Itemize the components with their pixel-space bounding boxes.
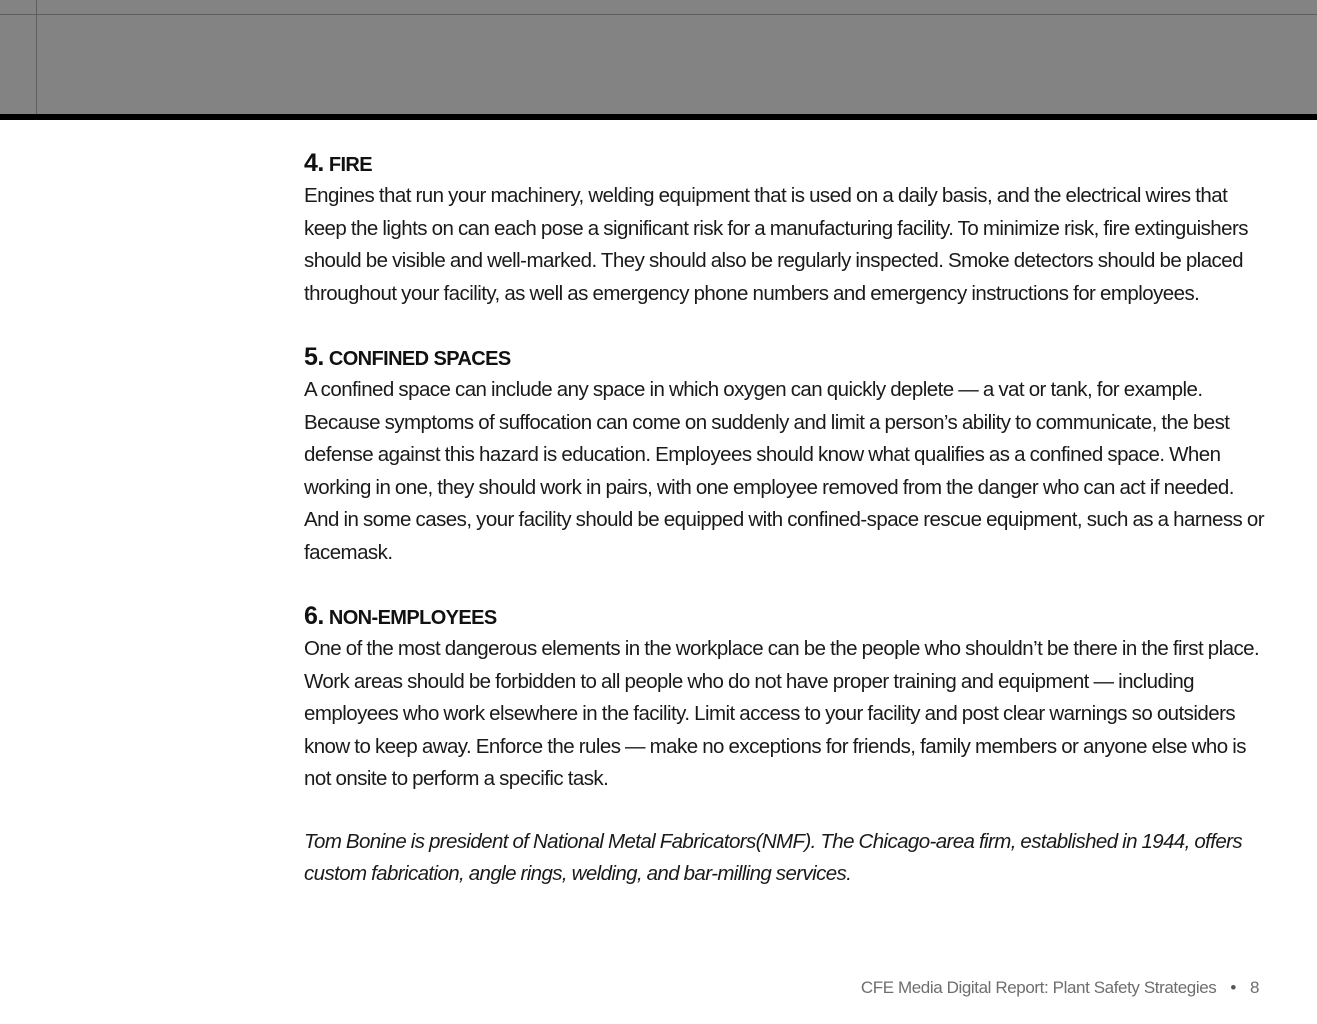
section-non-employees	[304, 599, 1269, 796]
page-number: 8	[1249, 978, 1259, 997]
header-divider-line	[0, 14, 1317, 15]
header-vertical-line	[36, 0, 37, 114]
footer-publication: CFE Media Digital Report: Plant Safety Strategies	[860, 978, 1217, 997]
section-title: NON-EMPLOYEES	[328, 607, 497, 629]
section-heading	[304, 340, 1269, 374]
section-number: 5.	[304, 343, 324, 371]
section-heading	[304, 146, 1269, 180]
section-body: A confined space can include any space in which oxygen can quickly deplete — a vat or tank, for example. Because symptoms of suffocation can come on suddenly and limit a person’s ability to communicate, the best defense against this hazard is education. Employees should know what qualifies as a confined space. When working in one, they should work in pairs, with one employee removed from the danger who can act if needed. And in some cases, your facility should be equipped with confined-space rescue equipment, such as a harness or facemask.	[304, 378, 1265, 564]
article-content	[304, 146, 1269, 891]
page-footer	[861, 978, 1259, 998]
section-fire	[304, 146, 1269, 310]
footer-bullet: •	[1230, 978, 1236, 997]
section-body: Engines that run your machinery, welding equipment that is used on a daily basis, and the electrical wires that keep the lights on can each pose a significant risk for a manufacturing facility. To minimize risk, fire extinguishers should be visible and well-marked. They should also be regularly inspected. Smoke detectors should be placed throughout your facility, as well as emergency phone numbers and emergency instructions for employees.	[304, 184, 1248, 305]
author-bio: Tom Bonine is president of National Metal Fabricators(NMF). The Chicago-area firm, established in 1944, offers custom fabrication, angle rings, welding, and bar-milling services.	[304, 829, 1243, 885]
section-title: FIRE	[328, 154, 373, 176]
section-number: 4.	[304, 149, 324, 177]
section-confined-spaces	[304, 340, 1269, 569]
header-band	[0, 0, 1317, 114]
header-rule	[0, 114, 1317, 120]
section-heading	[304, 599, 1269, 633]
section-body: One of the most dangerous elements in the workplace can be the people who shouldn’t be there in the first place. Work areas should be forbidden to all people who do not have proper training and equipment — including employees who work elsewhere in the facility. Limit access to your facility and post clear warnings so outsiders know to keep away. Enforce the rules — make no exceptions for friends, family members or anyone else who is not onsite to perform a specific task.	[304, 637, 1260, 790]
section-number: 6.	[304, 602, 324, 630]
section-title: CONFINED SPACES	[328, 348, 511, 370]
